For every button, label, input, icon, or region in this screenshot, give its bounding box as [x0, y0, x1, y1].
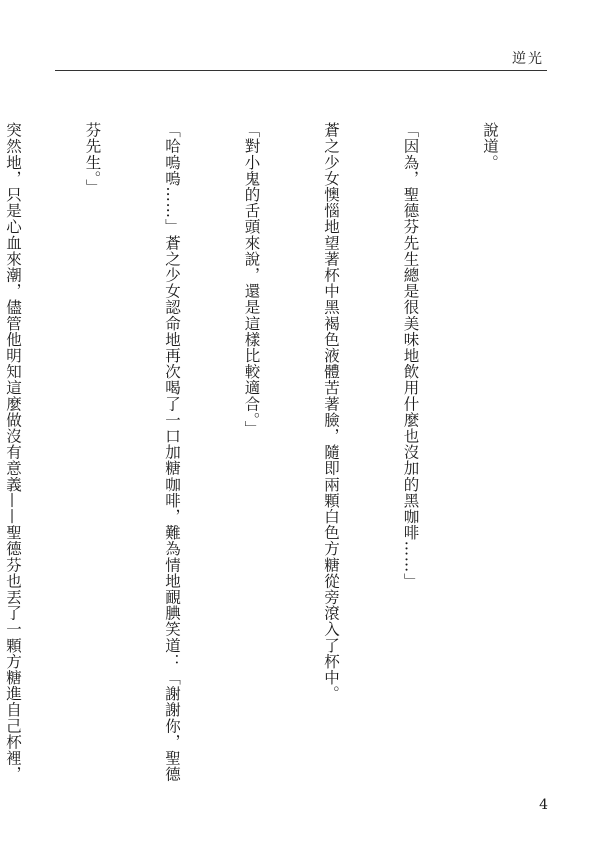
text-line: 說道。 [481, 122, 499, 171]
page-number: 4 [539, 797, 548, 813]
running-title: 逆光 [512, 51, 544, 67]
body-text [4, 122, 556, 783]
text-line: 突然地，只是心血來潮，儘管他明知這麼做沒有意義——聖德芬也丟了一顆方糖進自己杯裡， [4, 122, 22, 783]
text-line: 「哈嗚嗚……」蒼之少女認命地再次喝了一口加糖咖啡，難為情地靦腆笑道：「謝謝你，聖德 [163, 122, 181, 783]
text-line: 「對小鬼的舌頭來說，還是這樣比較適合。」 [242, 122, 261, 437]
text-line: 「因為，聖德芬先生總是很美味地飲用什麼也沒加的黑咖啡……」 [401, 122, 420, 589]
text-line: 芬先生。」 [83, 122, 102, 195]
header-rule [55, 70, 547, 71]
text-line: 蒼之少女懊惱地望著杯中黑褐色液體苦著臉，隨即兩顆白色方糖從旁滾入了杯中。 [322, 122, 340, 702]
